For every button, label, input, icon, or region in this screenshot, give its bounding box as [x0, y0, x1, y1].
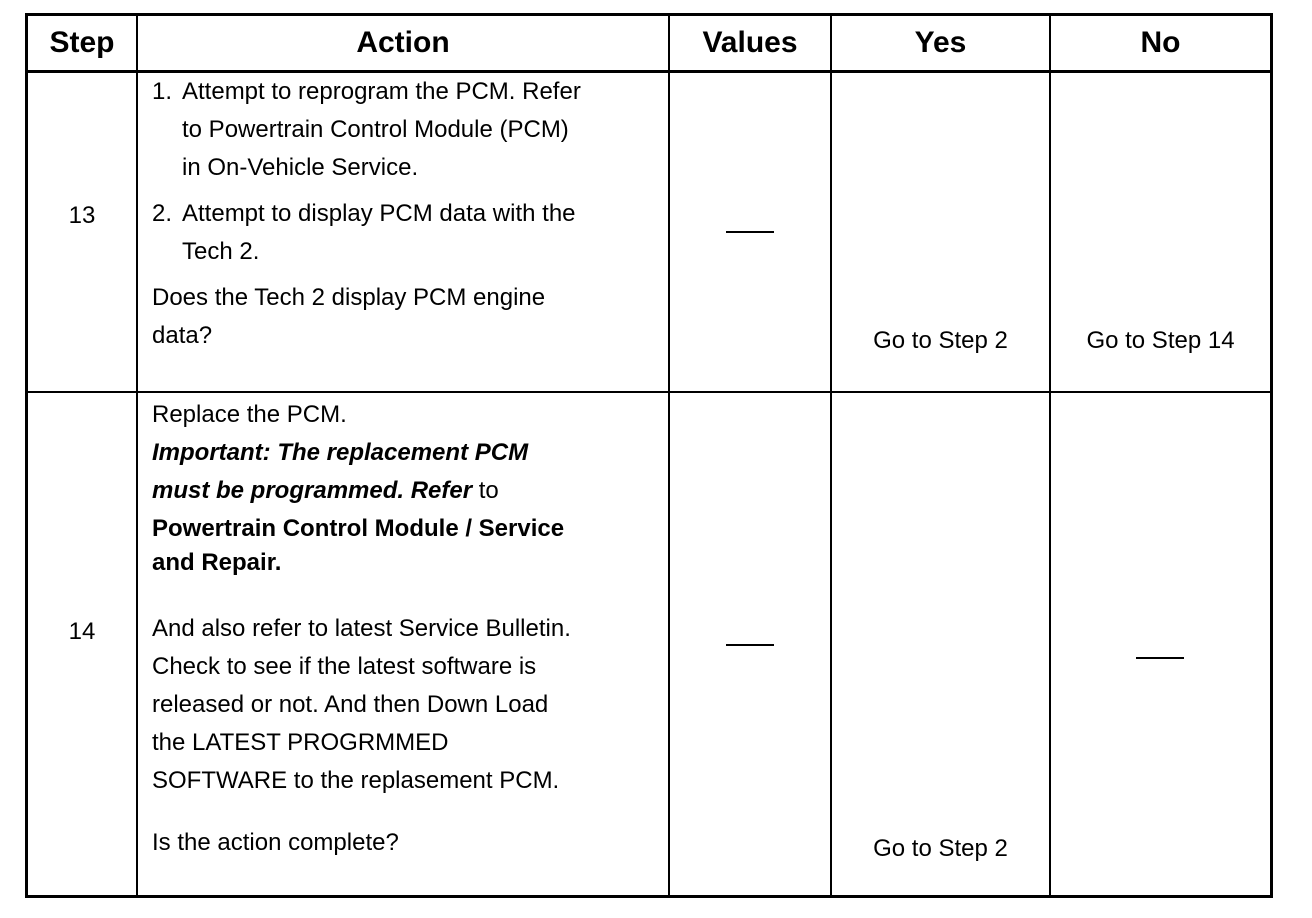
- row-14-no-dash: [1136, 657, 1184, 659]
- row-13-step: 13: [68, 202, 96, 229]
- row-14-action: [152, 396, 666, 862]
- header-values: Values: [702, 26, 798, 59]
- action-paragraph: [152, 610, 666, 800]
- column-divider: [136, 16, 138, 895]
- reference-link-text: and Repair.: [152, 549, 282, 576]
- action-list-item: [152, 73, 666, 187]
- important-note-line: [152, 472, 666, 510]
- row-divider: [28, 391, 1270, 393]
- important-note: Important: The replacement PCM: [152, 439, 529, 466]
- row-14-values-dash: [726, 644, 774, 646]
- header-yes: Yes: [914, 26, 967, 59]
- header-no: No: [1140, 26, 1181, 59]
- action-line: Replace the PCM.: [152, 401, 347, 428]
- column-divider: [830, 16, 832, 895]
- action-line: SOFTWARE to the replasement PCM.: [152, 767, 560, 794]
- row-13-values-dash: [726, 231, 774, 233]
- row-14-step: 14: [68, 618, 96, 645]
- action-list-item: [152, 195, 666, 271]
- action-line: Tech 2.: [182, 238, 260, 265]
- action-line: And also refer to latest Service Bulletin.: [152, 615, 571, 642]
- column-divider: [668, 16, 670, 895]
- diagnostic-table: [25, 13, 1273, 898]
- header-action: Action: [356, 26, 450, 59]
- action-line: in On-Vehicle Service.: [182, 154, 419, 181]
- row-14-yes: Go to Step 2: [873, 835, 1008, 862]
- action-line: Attempt to display PCM data with the: [182, 200, 576, 227]
- list-number: 2.: [152, 200, 173, 227]
- row-13-no: Go to Step 14: [1086, 327, 1235, 354]
- action-line: to Powertrain Control Module (PCM): [182, 116, 569, 143]
- reference-link-text: Powertrain Control Module / Service: [152, 515, 565, 542]
- action-line: data?: [152, 322, 213, 349]
- list-number: 1.: [152, 78, 173, 105]
- action-line: released or not. And then Down Load: [152, 691, 549, 718]
- action-question: [152, 279, 666, 355]
- action-line: Does the Tech 2 display PCM engine: [152, 284, 546, 311]
- header-step: Step: [49, 26, 115, 59]
- action-line: the LATEST PROGRMMED: [152, 729, 449, 756]
- important-note: must be programmed. Refer: [152, 477, 473, 504]
- action-line: Check to see if the latest software is: [152, 653, 537, 680]
- action-line: Attempt to reprogram the PCM. Refer: [182, 78, 581, 105]
- column-divider: [1049, 16, 1051, 895]
- to-word: to: [478, 477, 499, 504]
- row-13-action: [152, 73, 666, 355]
- action-question: Is the action complete?: [152, 829, 399, 856]
- row-13-yes: Go to Step 2: [873, 327, 1008, 354]
